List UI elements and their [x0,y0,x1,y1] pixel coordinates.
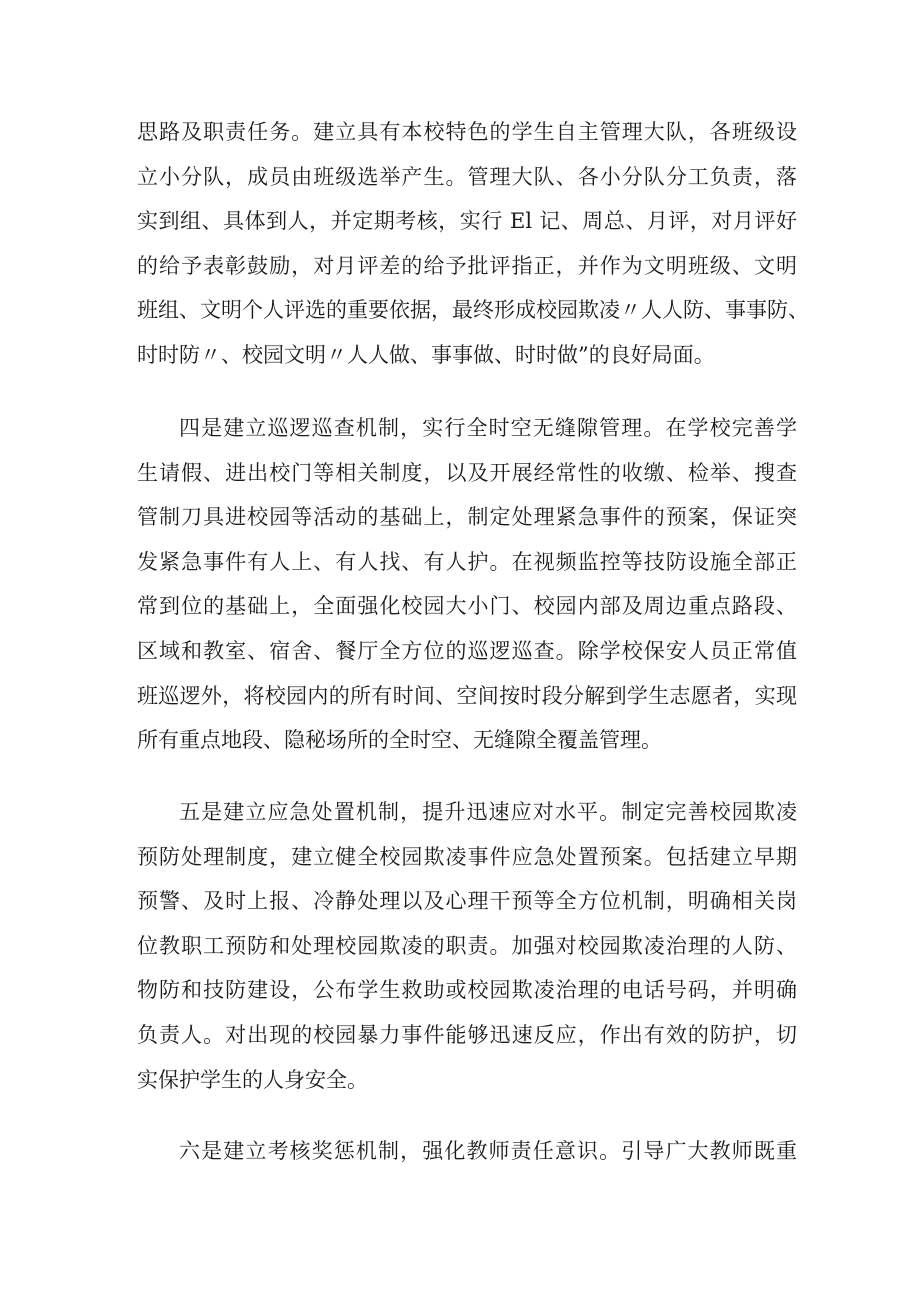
text-line: 常到位的基础上，全面强化校园大小门、校园内部及周边重点路段、 [137,594,797,619]
text-line: 六是建立考核奖惩机制，强化教师责任意识。引导广大教师既重 [179,1139,797,1163]
text-line: 立小分队，成员由班级选举产生。管理大队、各小分队分工负责，落 [137,164,797,189]
paragraph-emergency-mechanism [137,790,797,1102]
paragraph-patrol-mechanism [137,406,797,763]
text-line: 实到组、具体到人，并定期考核，实行 El 记、周总、月评，对月评好 [137,209,797,234]
text-line: 物防和技防建设，公布学生救助或校园欺凌治理的电话号码，并明确 [137,978,797,1003]
text-line: 五是建立应急处置机制，提升迅速应对水平。制定完善校园欺凌 [179,800,797,824]
text-line: 的给予表彰鼓励，对月评差的给予批评指正，并作为文明班级、文明 [137,253,797,278]
text-line: 班组、文明个人评选的重要依据，最终形成校园欺凌〃人人防、事事防、 [137,298,809,323]
text-line: 四是建立巡逻巡查机制，实行全时空无缝隙管理。在学校完善学 [179,416,797,440]
paragraph-assessment-mechanism [137,1129,797,1174]
text-line: 所有重点地段、隐秘场所的全时空、无缝隙全覆盖管理。 [137,728,662,753]
text-line: 班巡逻外，将校园内的所有时间、空间按时段分解到学生志愿者，实现 [137,683,797,708]
text-line: 发紧急事件有人上、有人找、有人护。在视频监控等技防设施全部正 [137,549,797,574]
text-line: 区域和教室、宿舍、餐厅全方位的巡逻巡查。除学校保安人员正常值 [137,638,797,663]
text-line: 实保护学生的人身安全。 [137,1067,368,1092]
text-line: 生请假、进出校门等相关制度，以及开展经常性的收缴、检举、搜查 [137,460,797,485]
text-line: 负责人。对出现的校园暴力事件能够迅速反应，作出有效的防护，切 [137,1022,797,1047]
text-line: 思路及职责任务。建立具有本校特色的学生自主管理大队，各班级设 [137,120,797,144]
paragraph-student-management [137,110,809,378]
text-line: 预警、及时上报、冷静处理以及心理干预等全方位机制，明确相关岗 [137,889,797,914]
text-line: 时时防〃、校园文明〃人人做、事事做、时时做”的良好局面。 [137,342,715,367]
text-line: 位教职工预防和处理校园欺凌的职责。加强对校园欺凌治理的人防、 [137,933,797,958]
text-line: 管制刀具进校园等活动的基础上，制定处理紧急事件的预案，保证突 [137,505,797,530]
text-line: 预防处理制度，建立健全校园欺凌事件应急处置预案。包括建立早期 [137,844,797,869]
